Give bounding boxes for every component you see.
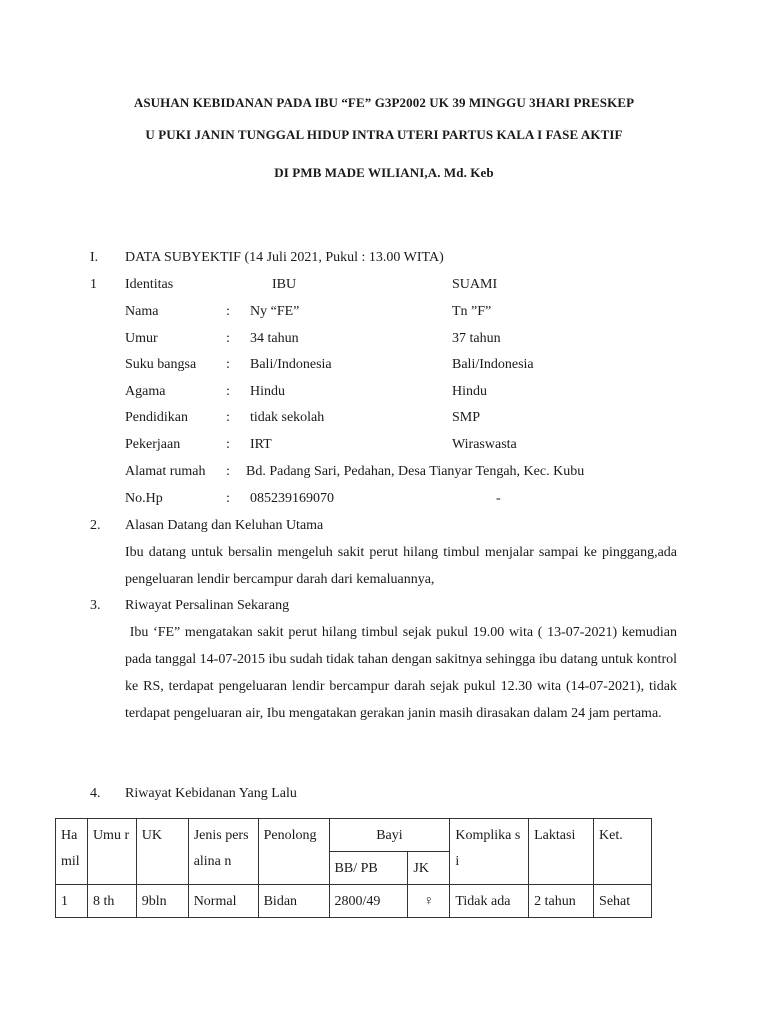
cell-laktasi: 2 tahun (529, 885, 594, 918)
header-bb-pb: BB/ PB (329, 852, 408, 885)
address-value: Bd. Padang Sari, Pedahan, Desa Tianyar Tengah, Kec. Kubu (246, 464, 585, 479)
header-komplikasi: Komplika si (450, 819, 529, 885)
identity-row-ibu: Hindu (250, 384, 285, 399)
identity-row-separator: : (226, 410, 230, 425)
identity-row-suami: Hindu (452, 384, 487, 399)
identity-row-separator: : (226, 357, 230, 372)
header-penolong: Penolong (258, 819, 329, 885)
cell-uk: 9bln (136, 885, 188, 918)
header-bayi: Bayi (329, 819, 450, 852)
identity-row-separator: : (226, 437, 230, 452)
identity-row-ibu: Ny “FE” (250, 304, 300, 319)
identity-row-ibu: tidak sekolah (250, 410, 325, 425)
item-4-number: 4. (90, 786, 101, 801)
item-4-heading: Riwayat Kebidanan Yang Lalu (125, 786, 297, 801)
identity-row-label: Pekerjaan (125, 437, 181, 452)
item-3-text: Ibu ‘FE” mengatakan sakit perut hilang timbul sejak pukul 19.00 wita ( 13-07-2021) kemudian pada tanggal 14-07-2015 ibu sudah tidak tahan dengan sakitnya sehingga ibu datang untuk kontrol ke RS, terdapat pengeluaran lendir bercampur darah sejak pukul 12.30 wita (14-07-2021), tidak terdapat pengeluaran air, Ibu mengatakan gerakan janin masih dirasakan dalam 24 jam pertama. (125, 625, 681, 721)
identity-row-label: Suku bangsa (125, 357, 197, 372)
table-row (56, 885, 652, 918)
document-title-line-3: DI PMB MADE WILIANI,A. Md. Keb (274, 165, 494, 180)
identity-row-ibu: IRT (250, 437, 272, 452)
phone-label: No.Hp (125, 491, 163, 506)
identity-row-separator: : (226, 384, 230, 399)
address-separator: : (226, 464, 230, 479)
document-title-line-2: U PUKI JANIN TUNGGAL HIDUP INTRA UTERI PARTUS KALA I FASE AKTIF (145, 127, 623, 142)
identity-row-label: Nama (125, 304, 159, 319)
identity-row-ibu: Bali/Indonesia (250, 357, 332, 372)
table-header-row (56, 819, 652, 852)
cell-hamil: 1 (56, 885, 88, 918)
identity-row-label: Umur (125, 331, 158, 346)
identity-row-separator: : (226, 304, 230, 319)
cell-penolong: Bidan (258, 885, 329, 918)
header-jenis-persalinan: Jenis persalina n (188, 819, 258, 885)
identity-row-suami: 37 tahun (452, 331, 501, 346)
identity-row-ibu: 34 tahun (250, 331, 299, 346)
header-jk: JK (408, 852, 450, 885)
female-symbol-icon: ♀ (408, 885, 450, 918)
identity-row-label: Agama (125, 384, 166, 399)
phone-ibu: 085239169070 (250, 491, 334, 506)
cell-umur: 8 th (87, 885, 136, 918)
header-hamil: Ha mil (56, 819, 88, 885)
identity-label: Identitas (125, 277, 174, 292)
identity-column-suami: SUAMI (452, 277, 498, 292)
section-heading: DATA SUBYEKTIF (14 Juli 2021, Pukul : 13.00 WITA) (125, 250, 444, 265)
identity-row-separator: : (226, 331, 230, 346)
identity-row-suami: Bali/Indonesia (452, 357, 534, 372)
item-3-heading: Riwayat Persalinan Sekarang (125, 598, 290, 613)
section-number: I. (90, 250, 99, 265)
identity-row-suami: Wiraswasta (452, 437, 517, 452)
obstetric-history-table (55, 818, 652, 918)
header-umur: Umu r (87, 819, 136, 885)
cell-jenis: Normal (188, 885, 258, 918)
document-title-line-1: ASUHAN KEBIDANAN PADA IBU “FE” G3P2002 UK 39 MINGGU 3HARI PRESKEP (133, 95, 635, 110)
cell-komplikasi: Tidak ada (450, 885, 529, 918)
address-label: Alamat rumah (125, 464, 206, 479)
item-3-number: 3. (90, 598, 101, 613)
header-ket: Ket. (594, 819, 652, 885)
identity-number: 1 (90, 277, 97, 292)
item-2-text: Ibu datang untuk bersalin mengeluh sakit perut hilang timbul menjalar sampai ke pinggang,ada pengeluaran lendir bercampur darah dari kemaluannya, (125, 545, 677, 587)
phone-suami: - (496, 491, 501, 506)
identity-column-ibu: IBU (272, 277, 297, 292)
phone-separator: : (226, 491, 230, 506)
item-2-heading: Alasan Datang dan Keluhan Utama (125, 518, 324, 533)
header-laktasi: Laktasi (529, 819, 594, 885)
item-2-number: 2. (90, 518, 101, 533)
identity-row-suami: SMP (452, 410, 481, 425)
identity-row-label: Pendidikan (125, 410, 188, 425)
cell-bb-pb: 2800/49 (329, 885, 408, 918)
identity-row-suami: Tn ”F” (452, 304, 492, 319)
cell-ket: Sehat (594, 885, 652, 918)
header-uk: UK (136, 819, 188, 885)
